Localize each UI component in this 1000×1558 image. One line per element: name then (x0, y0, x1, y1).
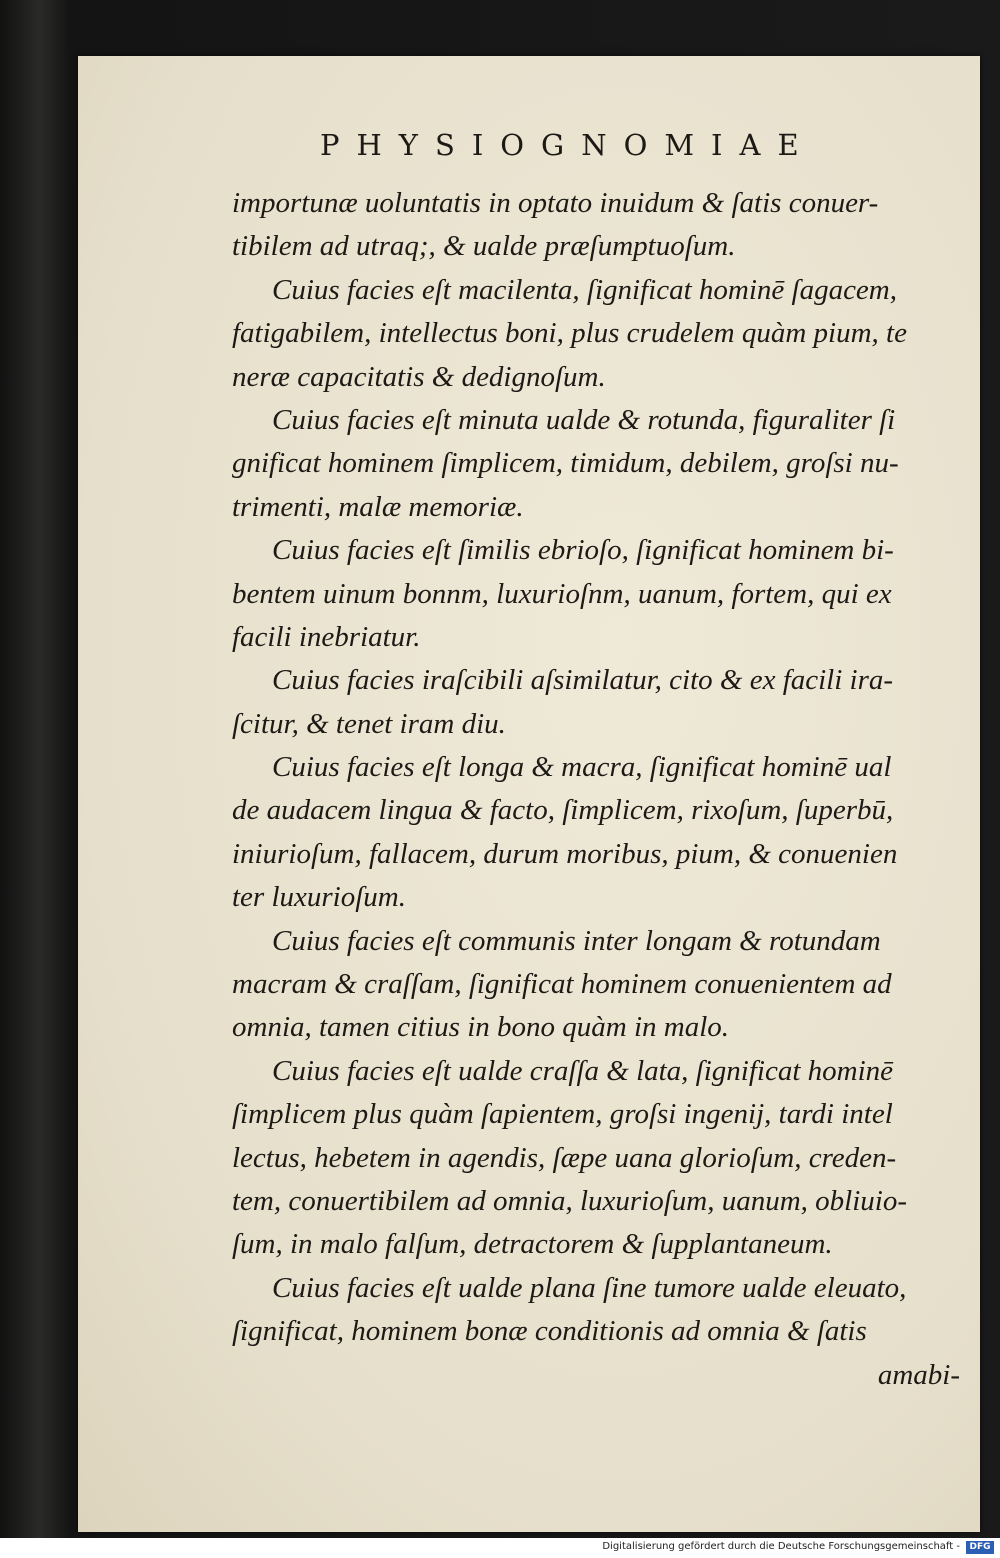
running-head: PHYSIOGNOMIAE (320, 128, 816, 162)
text-line: ſcitur, & tenet iram diu. (232, 707, 506, 740)
text-line: fatigabilem, intellectus boni, plus crudelem quàm pium, te (232, 317, 907, 350)
text-line: tibilem ad utraq;, & ualde præſumptuoſum. (232, 230, 736, 263)
text-line: lectus, hebetem in agendis, ſæpe uana glorioſum, creden- (232, 1141, 897, 1174)
text-line: trimenti, malæ memoriæ. (232, 490, 524, 523)
text-line: ſum, in malo falſum, detractorem & ſupplantaneum. (232, 1228, 833, 1261)
text-line: bentem uinum bonnm, luxurioſnm, uanum, fortem, qui ex (232, 577, 892, 610)
dfg-logo: DFG (966, 1541, 994, 1554)
text-line: Cuius facies iraſcibili aſsimilatur, cito & ex facili ira- (272, 664, 894, 697)
text-line: Cuius facies eſt macilenta, ſignificat hominē ſagacem, (272, 273, 898, 306)
text-line: Cuius facies eſt communis inter longam & rotundam (272, 924, 881, 957)
text-line: Cuius facies eſt minuta ualde & rotunda, figuraliter ſi (272, 403, 896, 436)
text-line: iniurioſum, fallacem, durum moribus, pium, & conuenien (232, 837, 898, 870)
text-line: ſimplicem plus quàm ſapientem, groſsi ingenij, tardi intel (232, 1098, 893, 1131)
text-line: importunæ uoluntatis in optato inuidum & ſatis conuer- (232, 187, 879, 219)
text-line: neræ capacitatis & dedignoſum. (232, 360, 606, 393)
text-line: omnia, tamen citius in bono quàm in malo. (232, 1011, 730, 1044)
text-line: ſignificat, hominem bonæ conditionis ad omnia & ſatis (232, 1315, 867, 1348)
text-line: gnificat hominem ſimplicem, timidum, debilem, groſsi nu- (232, 447, 899, 480)
text-line: tem, conuertibilem ad omnia, luxurioſum, uanum, obliuio- (232, 1184, 907, 1217)
catchword: amabi- (877, 1358, 960, 1391)
text-line: Cuius facies eſt ſimilis ebrioſo, ſignificat hominem bi- (272, 534, 894, 567)
text-line: ter luxurioſum. (232, 881, 406, 914)
text-line: Cuius facies eſt ualde craſſa & lata, ſignificat hominē (272, 1054, 894, 1087)
text-line: Cuius facies eſt longa & macra, ſignificat hominē ual (272, 751, 892, 784)
text-line: facili inebriatur. (232, 620, 421, 653)
text-line: macram & craſſam, ſignificat hominem conuenientem ad (232, 968, 892, 1001)
text-line: Cuius facies eſt ualde plana ſine tumore ualde eleuato, (272, 1271, 907, 1304)
text-line: de audacem lingua & facto, ſimplicem, rixoſum, ſuperbū, (232, 794, 894, 827)
body-text (232, 182, 972, 1397)
funding-notice: Digitalisierung gefördert durch die Deutsche Forschungsgemeinschaft - (602, 1541, 960, 1552)
